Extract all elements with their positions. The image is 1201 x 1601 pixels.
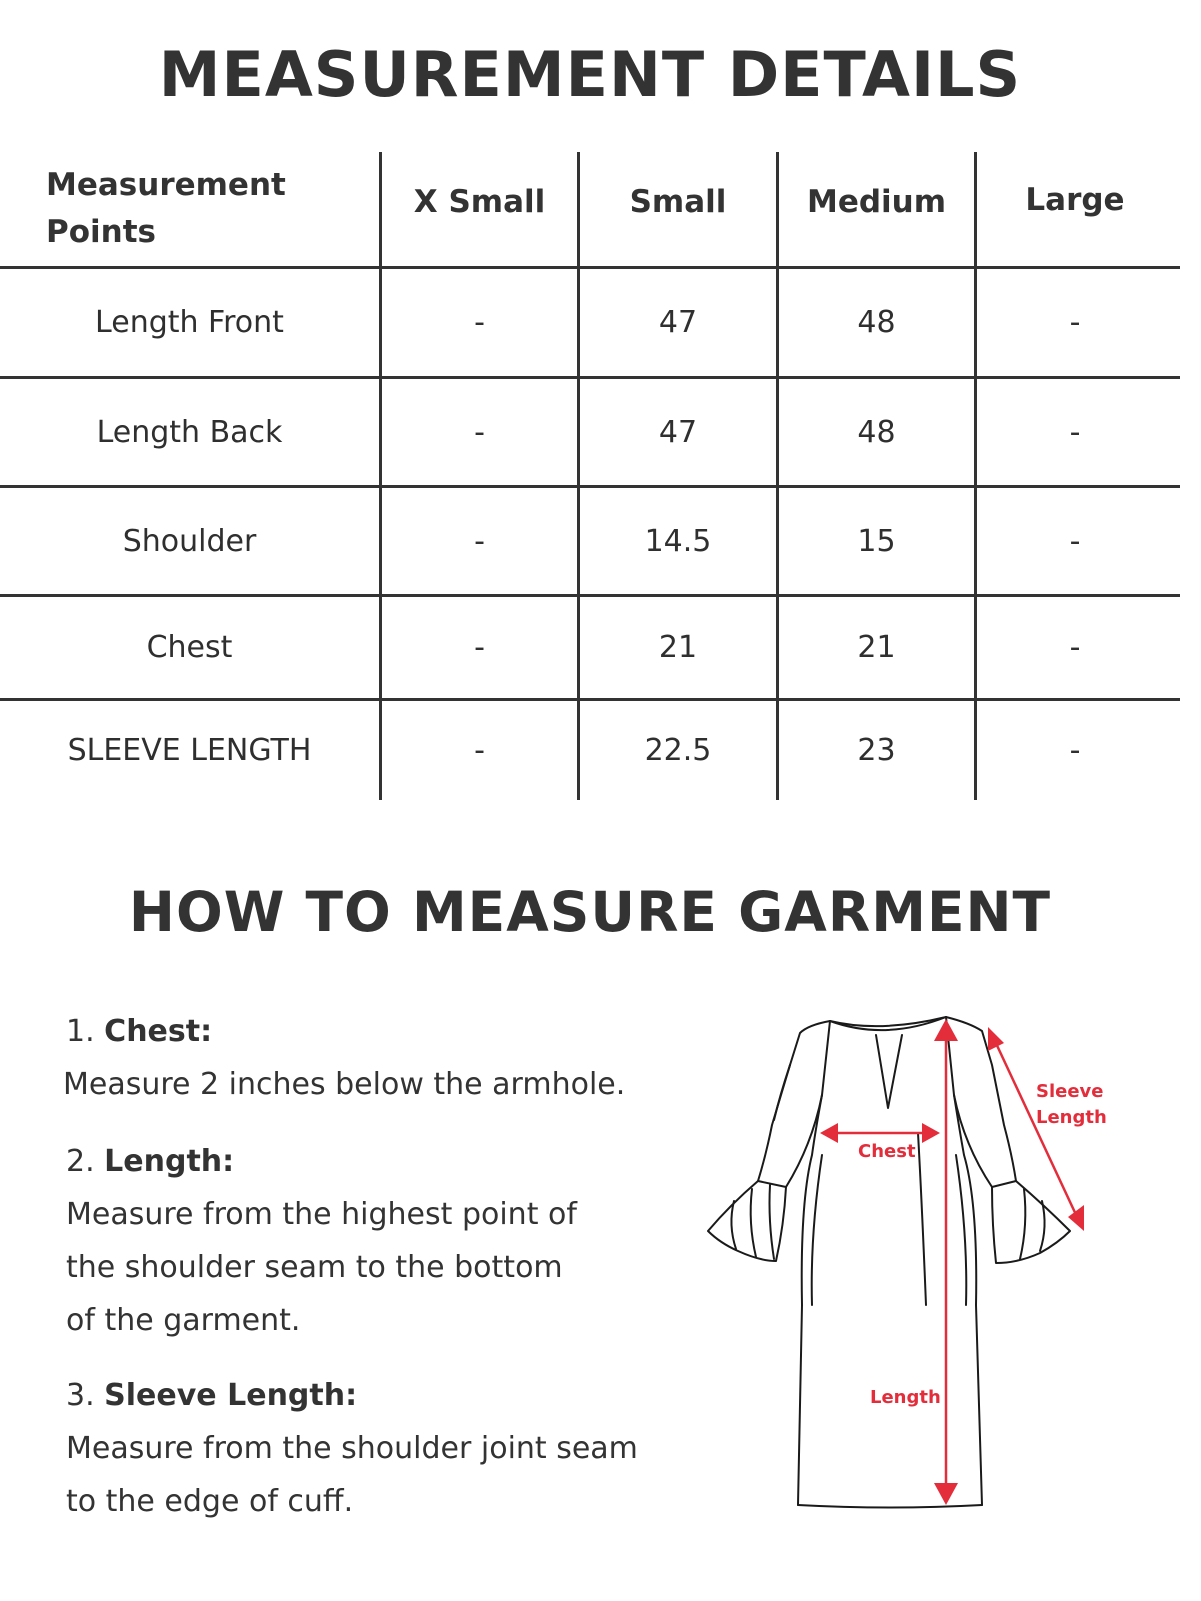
instruction-number: 1.: [66, 1014, 105, 1049]
table-cell: 14.5: [644, 523, 712, 559]
chest-label: Chest: [858, 1141, 916, 1162]
left-shoulder-sleeve: [758, 1021, 830, 1181]
instruction-length: [66, 1135, 746, 1347]
length-arrow-top-head: [934, 1019, 958, 1041]
left-body-outline: [798, 1021, 830, 1505]
chest-arrow-right-head: [922, 1123, 940, 1143]
instruction-text: Measure from the highest point of: [66, 1197, 577, 1232]
how-to-measure-title: HOW TO MEASURE GARMENT: [128, 880, 1052, 944]
header-small: Small: [629, 184, 727, 220]
table-cell: -: [474, 523, 485, 559]
garment-diagram: [690, 1005, 1130, 1525]
table-cell: -: [474, 630, 485, 665]
collar-line: [830, 1017, 946, 1026]
header-medium: Medium: [806, 184, 947, 220]
table-cell: -: [1069, 630, 1081, 665]
sleeve-label-line1: Sleeve: [1036, 1081, 1104, 1102]
header-measurement-points: [0, 152, 379, 266]
table-cell: 15: [857, 523, 896, 559]
table-cell: 47: [658, 305, 698, 340]
instruction-text: Measure 2 inches below the armhole.: [63, 1067, 626, 1102]
v-neck: [876, 1035, 902, 1108]
sleeve-label-line2: Length: [1036, 1107, 1107, 1128]
sleeve-arrow-line: [994, 1039, 1078, 1219]
table-cell: 23: [857, 733, 896, 768]
table-cell: 21: [658, 630, 698, 665]
table-cell: -: [474, 414, 485, 450]
instruction-sleeve-length: [66, 1369, 746, 1528]
instruction-text: the shoulder seam to the bottom: [66, 1250, 563, 1285]
table-cell: -: [1069, 414, 1081, 450]
header-large: Large: [1025, 182, 1125, 218]
header-points-line2: Points: [46, 214, 156, 250]
row-label-chest: Chest: [146, 630, 233, 665]
instruction-number: 2.: [66, 1144, 105, 1179]
instruction-label: Length:: [104, 1144, 235, 1179]
row-label-sleeve-length: SLEEVE LENGTH: [67, 733, 312, 768]
length-label: Length: [870, 1387, 941, 1408]
header-points-line1: Measurement: [46, 167, 286, 203]
table-cell: -: [1069, 523, 1081, 559]
row-label-length-back: Length Back: [96, 414, 283, 450]
table-cell: -: [1069, 305, 1081, 340]
instruction-label: Chest:: [104, 1014, 213, 1049]
sleeve-arrow-bottom-head: [1068, 1205, 1084, 1231]
chest-arrow-left-head: [820, 1123, 838, 1143]
sleeve-arrow-top-head: [988, 1027, 1004, 1051]
table-cell: -: [474, 305, 485, 340]
table-cell: 21: [857, 630, 896, 665]
table-cell: 47: [658, 414, 698, 450]
instruction-text: to the edge of cuff.: [66, 1484, 354, 1519]
instruction-text: of the garment.: [66, 1303, 301, 1338]
instruction-text: Measure from the shoulder joint seam: [66, 1431, 638, 1466]
right-body-outline: [946, 1017, 982, 1505]
dress-illustration: [690, 1005, 1130, 1525]
length-arrow-bottom-head: [934, 1483, 958, 1505]
right-cuff: [992, 1181, 1070, 1263]
instruction-number: 3.: [66, 1378, 105, 1413]
header-x-small: X Small: [413, 184, 546, 220]
instruction-label: Sleeve Length:: [104, 1378, 358, 1413]
table-cell: 48: [857, 414, 896, 450]
hem: [798, 1505, 982, 1508]
row-label-length-front: Length Front: [95, 305, 284, 340]
instruction-chest: [63, 1005, 746, 1111]
table-cell: -: [1069, 733, 1081, 768]
table-cell: 48: [857, 305, 896, 340]
row-label-shoulder: Shoulder: [122, 523, 257, 559]
table-cell: -: [474, 733, 485, 768]
size-chart-table: [0, 152, 1180, 800]
table-cell: 22.5: [644, 733, 712, 768]
left-cuff: [708, 1181, 786, 1261]
measurement-details-title: MEASUREMENT DETAILS: [158, 38, 1022, 111]
